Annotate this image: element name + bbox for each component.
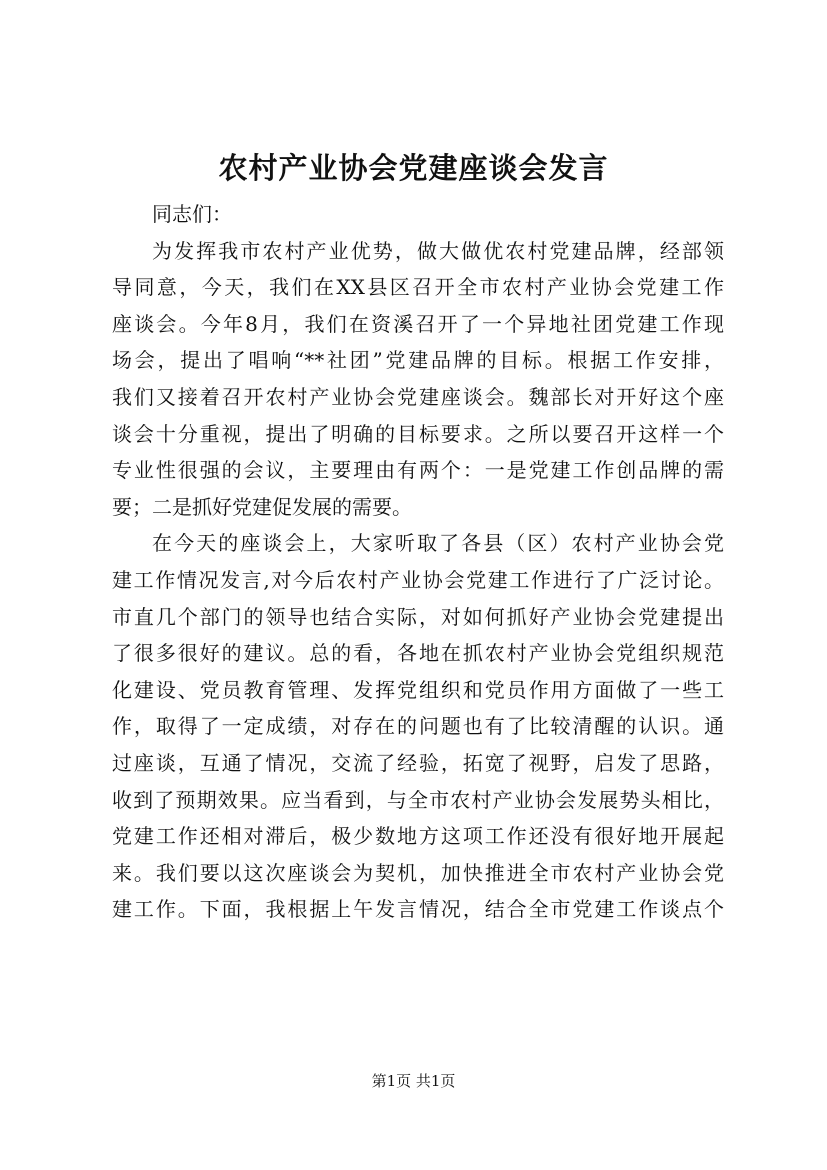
text-line: 作，取得了一定成绩，对存在的问题也有了比较清醒的认识。通: [112, 714, 724, 739]
text-line: 专业性很强的会议，主要理由有两个：一是党建工作创品牌的需: [112, 458, 724, 483]
text-line: 座谈会。今年8月，我们在资溪召开了一个异地社团党建工作现: [112, 311, 724, 336]
text-line: 谈会十分重视，提出了明确的目标要求。之所以要召开这样一个: [112, 421, 724, 446]
text-line: 要；二是抓好党建促发展的需要。: [112, 494, 412, 519]
text-line: 我们又接着召开农村产业协会党建座谈会。魏部长对开好这个座: [112, 384, 724, 409]
text-line: 来。我们要以这次座谈会为契机，加快推进全市农村产业协会党: [112, 860, 724, 885]
text-line: 导同意，今天，我们在XX县区召开全市农村产业协会党建工作: [112, 275, 724, 300]
text-line: 了很多很好的建议。总的看，各地在抓农村产业协会党组织规范: [112, 641, 724, 666]
text-line: 收到了预期效果。应当看到，与全市农村产业协会发展势头相比，: [112, 787, 724, 812]
text-line: 建工作。下面，我根据上午发言情况，结合全市党建工作谈点个: [112, 897, 724, 922]
text-line: 过座谈，互通了情况，交流了经验，拓宽了视野，启发了思路，: [112, 750, 724, 775]
text-line: 场会，提出了唱响“**社团”党建品牌的目标。根据工作安排，: [112, 348, 724, 373]
document-title: 农村产业协会党建座谈会发言: [218, 151, 609, 185]
text-line: 党建工作还相对滞后，极少数地方这项工作还没有很好地开展起: [112, 824, 724, 849]
text-line: 建工作情况发言,对今后农村产业协会党建工作进行了广泛讨论。: [112, 567, 724, 592]
text-line: 市直几个部门的领导也结合实际，对如何抓好产业协会党建提出: [112, 604, 724, 629]
text-line: 化建设、党员教育管理、发挥党组织和党员作用方面做了一些工: [112, 677, 724, 702]
document-body: [112, 196, 724, 928]
page-footer: 第1页 共1页: [371, 1072, 456, 1090]
text-line: 在今天的座谈会上，大家听取了各县（区）农村产业协会党: [152, 531, 724, 556]
text-line: 同志们：: [152, 202, 232, 226]
text-line: 为发挥我市农村产业优势，做大做优农村党建品牌，经部领: [152, 238, 724, 263]
